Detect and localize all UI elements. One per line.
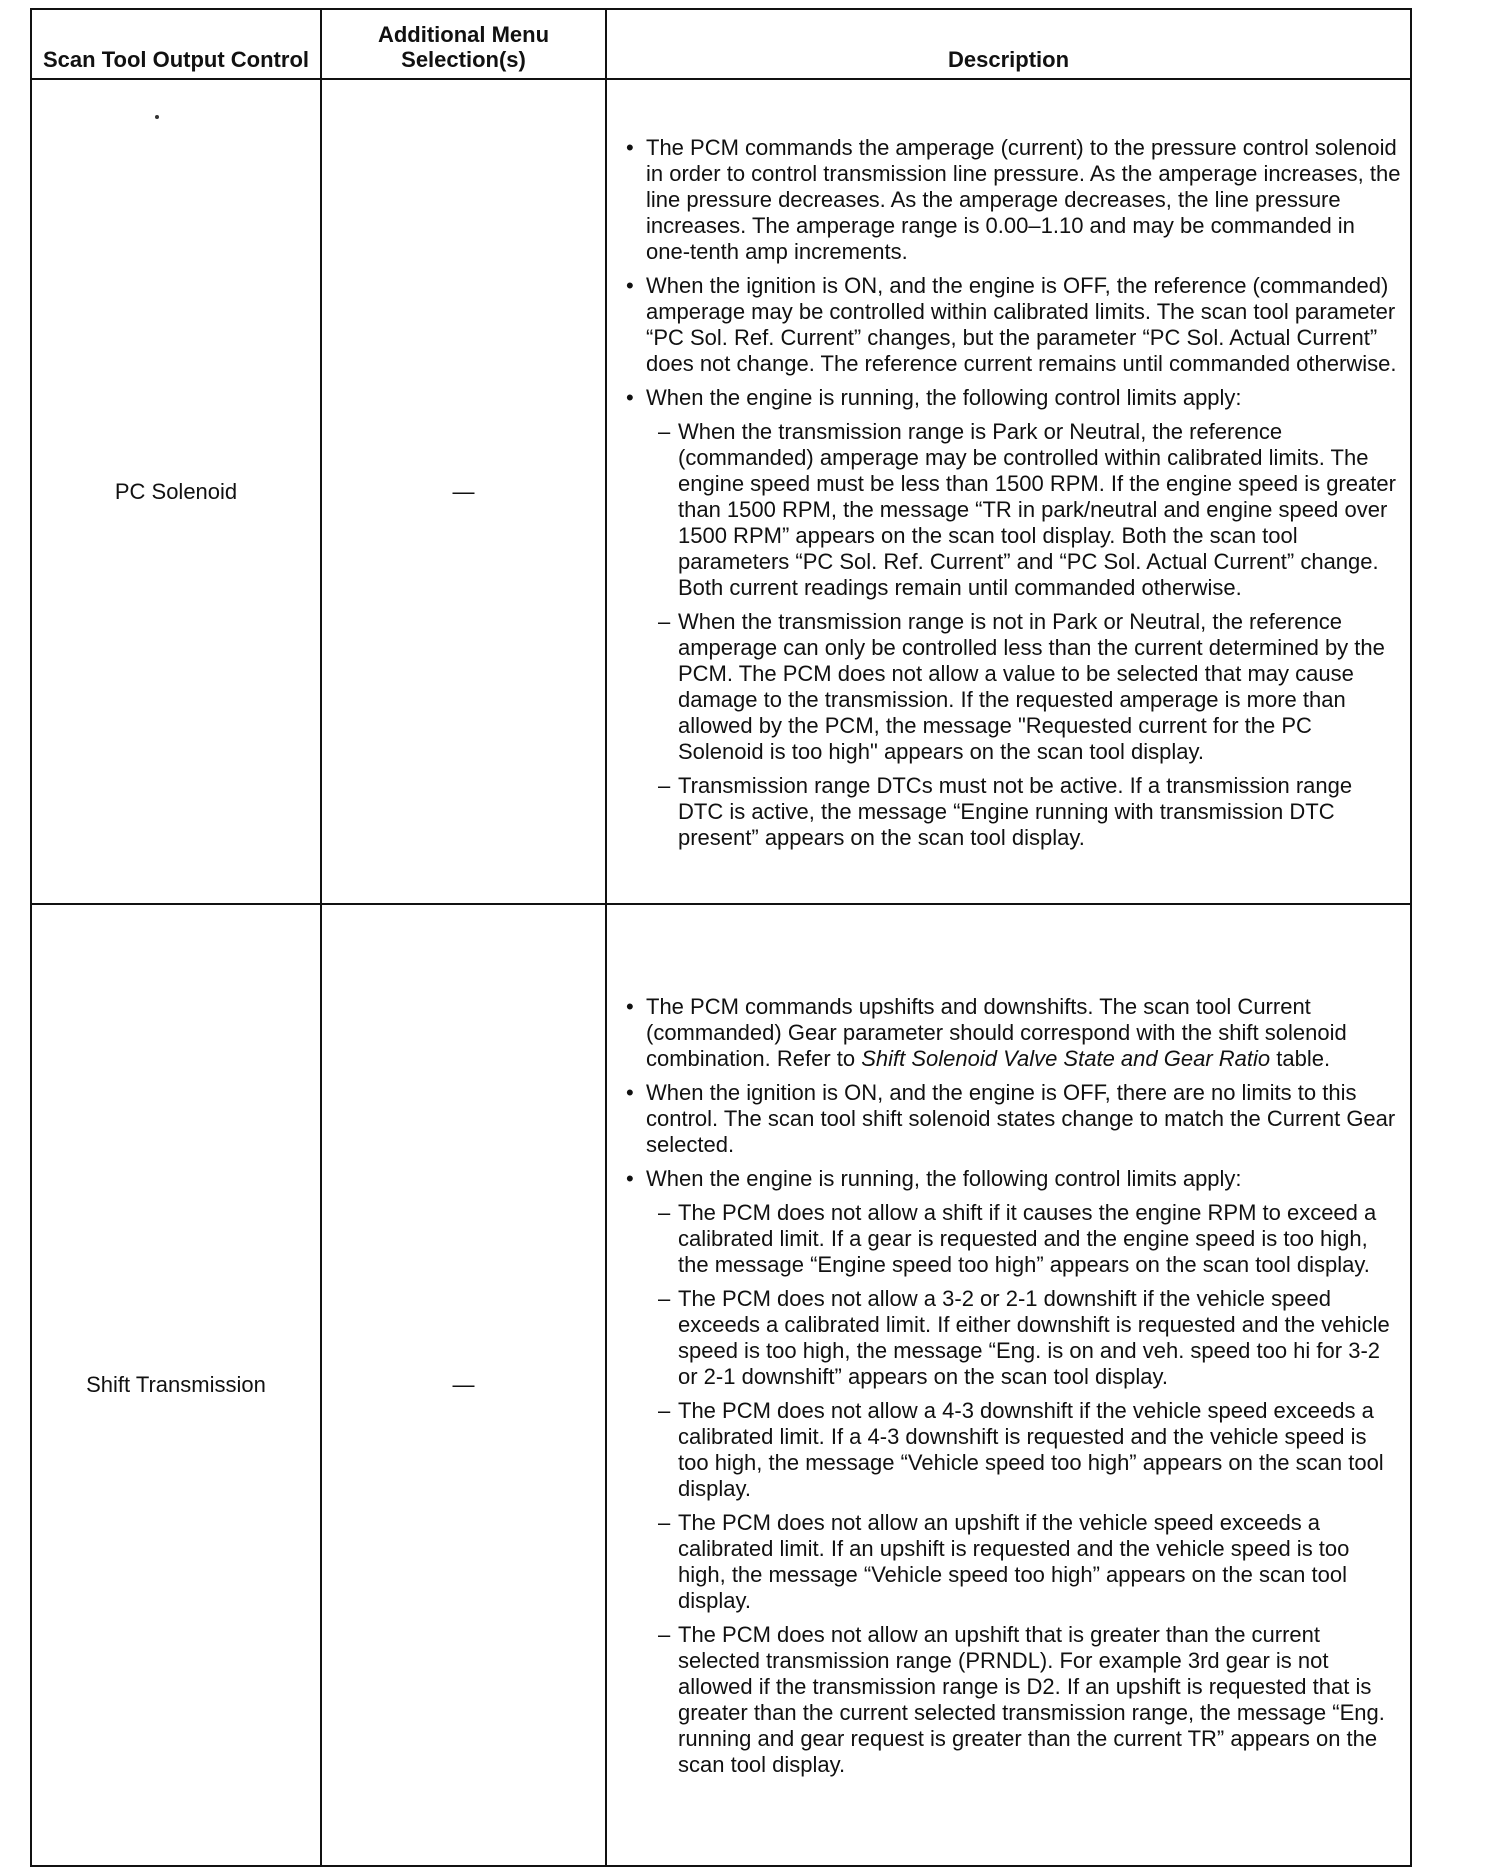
menu-selection-cell <box>321 79 606 904</box>
description-bullet-text: When the engine is running, the following control limits apply: <box>646 1166 1242 1191</box>
table-row-pc-solenoid <box>31 79 1411 904</box>
table-header-row <box>31 9 1411 79</box>
header-description: Description <box>606 9 1411 79</box>
control-limit-item: – When the transmission range is not in Park or Neutral, the reference amperage can only be controlled less than the current determined by the PCM. The PCM does not allow a value to be selected that may cause damage to the transmission. If the requested amperage is more than allowed by the PCM, the message "Requested current for the PC Solenoid is too high" appears on the scan tool display. <box>646 609 1402 765</box>
control-limits-list <box>646 419 1402 851</box>
control-limit-item: – The PCM does not allow a 4-3 downshift if the vehicle speed exceeds a calibrated limit. If a 4-3 downshift is requested and the vehicle speed is too high, the message “Vehicle speed too high” appears on the scan tool display. <box>646 1398 1402 1502</box>
menu-selection-value: — <box>452 1372 475 1397</box>
description-bullet-list <box>623 994 1402 1778</box>
header-additional-menu-selections: Additional Menu Selection(s) <box>321 9 606 79</box>
description-cell <box>606 79 1411 904</box>
description-cell <box>606 904 1411 1866</box>
output-controls-table <box>30 8 1412 1867</box>
description-bullet <box>623 994 1402 1072</box>
description-bullet: • When the ignition is ON, and the engine is OFF, there are no limits to this control. The scan tool shift solenoid states change to match the Current Gear selected. <box>623 1080 1402 1158</box>
table-row-shift-transmission <box>31 904 1411 1866</box>
output-control-name-cell <box>31 79 321 904</box>
control-limit-item: – The PCM does not allow a shift if it causes the engine RPM to exceed a calibrated limit. If a gear is requested and the engine speed is too high, the message “Engine speed too high” appears on the scan tool display. <box>646 1200 1402 1278</box>
menu-selection-value: — <box>452 478 475 504</box>
description-bullet-text: When the engine is running, the following control limits apply: <box>646 384 1242 410</box>
control-limit-item: – The PCM does not allow an upshift that is greater than the current selected transmission range (PRNDL). For example 3rd gear is not allowed if the transmission range is D2. If an upshift is requested that is greater than the current selected transmission range, the message “Eng. running and gear request is greater than the current TR” appears on the scan tool display. <box>646 1622 1402 1778</box>
description-bullet-text: table. <box>1270 1046 1331 1071</box>
menu-selection-cell <box>321 904 606 1866</box>
stray-dot-mark <box>155 115 159 119</box>
description-bullet: • The PCM commands the amperage (current) to the pressure control solenoid in order to control transmission line pressure. As the amperage increases, the line pressure decreases. As the amperage decreases, the line pressure increases. The amperage range is 0.00–1.10 and may be commanded in one-tenth amp increments. <box>623 135 1402 265</box>
output-control-name-cell <box>31 904 321 1866</box>
control-limit-item: – When the transmission range is Park or Neutral, the reference (commanded) amperage may be controlled within calibrated limits. The engine speed must be less than 1500 RPM. If the engine speed is greater than 1500 RPM, the message “TR in park/neutral and engine speed over 1500 RPM” appears on the scan tool display. Both the scan tool parameters “PC Sol. Ref. Current” and “PC Sol. Actual Current” change. Both current readings remain until commanded otherwise. <box>646 419 1402 601</box>
table-reference: Shift Solenoid Valve State and Gear Ratio <box>861 1046 1271 1071</box>
control-limit-item: – The PCM does not allow an upshift if the vehicle speed exceeds a calibrated limit. If an upshift is requested and the vehicle speed is too high, the message “Vehicle speed too high” appears on the scan tool display. <box>646 1510 1402 1614</box>
description-bullet-text: The PCM commands upshifts and downshifts. The scan tool Current (commanded) Gear parameter should correspond with the shift solenoid combination. Refer to <box>646 994 1347 1071</box>
output-control-name: PC Solenoid <box>114 478 238 504</box>
description-bullet-list <box>623 135 1402 851</box>
description-bullet <box>623 1166 1402 1778</box>
description-bullet: • When the ignition is ON, and the engine is OFF, the reference (commanded) amperage may be controlled within calibrated limits. The scan tool parameter “PC Sol. Ref. Current” changes, but the parameter “PC Sol. Actual Current” does not change. The reference current remains until commanded otherwise. <box>623 273 1402 377</box>
header-scan-tool-output-control: Scan Tool Output Control <box>31 9 321 79</box>
output-control-name: Shift Transmission <box>86 1372 266 1397</box>
description-bullet <box>623 385 1402 851</box>
control-limits-list <box>646 1200 1402 1778</box>
control-limit-item: – The PCM does not allow a 3-2 or 2-1 downshift if the vehicle speed exceeds a calibrated limit. If either downshift is requested and the vehicle speed is too high, the message “Eng. is on and veh. speed too hi for 3-2 or 2-1 downshift” appears on the scan tool display. <box>646 1286 1402 1390</box>
control-limit-item: – Transmission range DTCs must not be active. If a transmission range DTC is active, the message “Engine running with transmission DTC present” appears on the scan tool display. <box>646 773 1402 851</box>
